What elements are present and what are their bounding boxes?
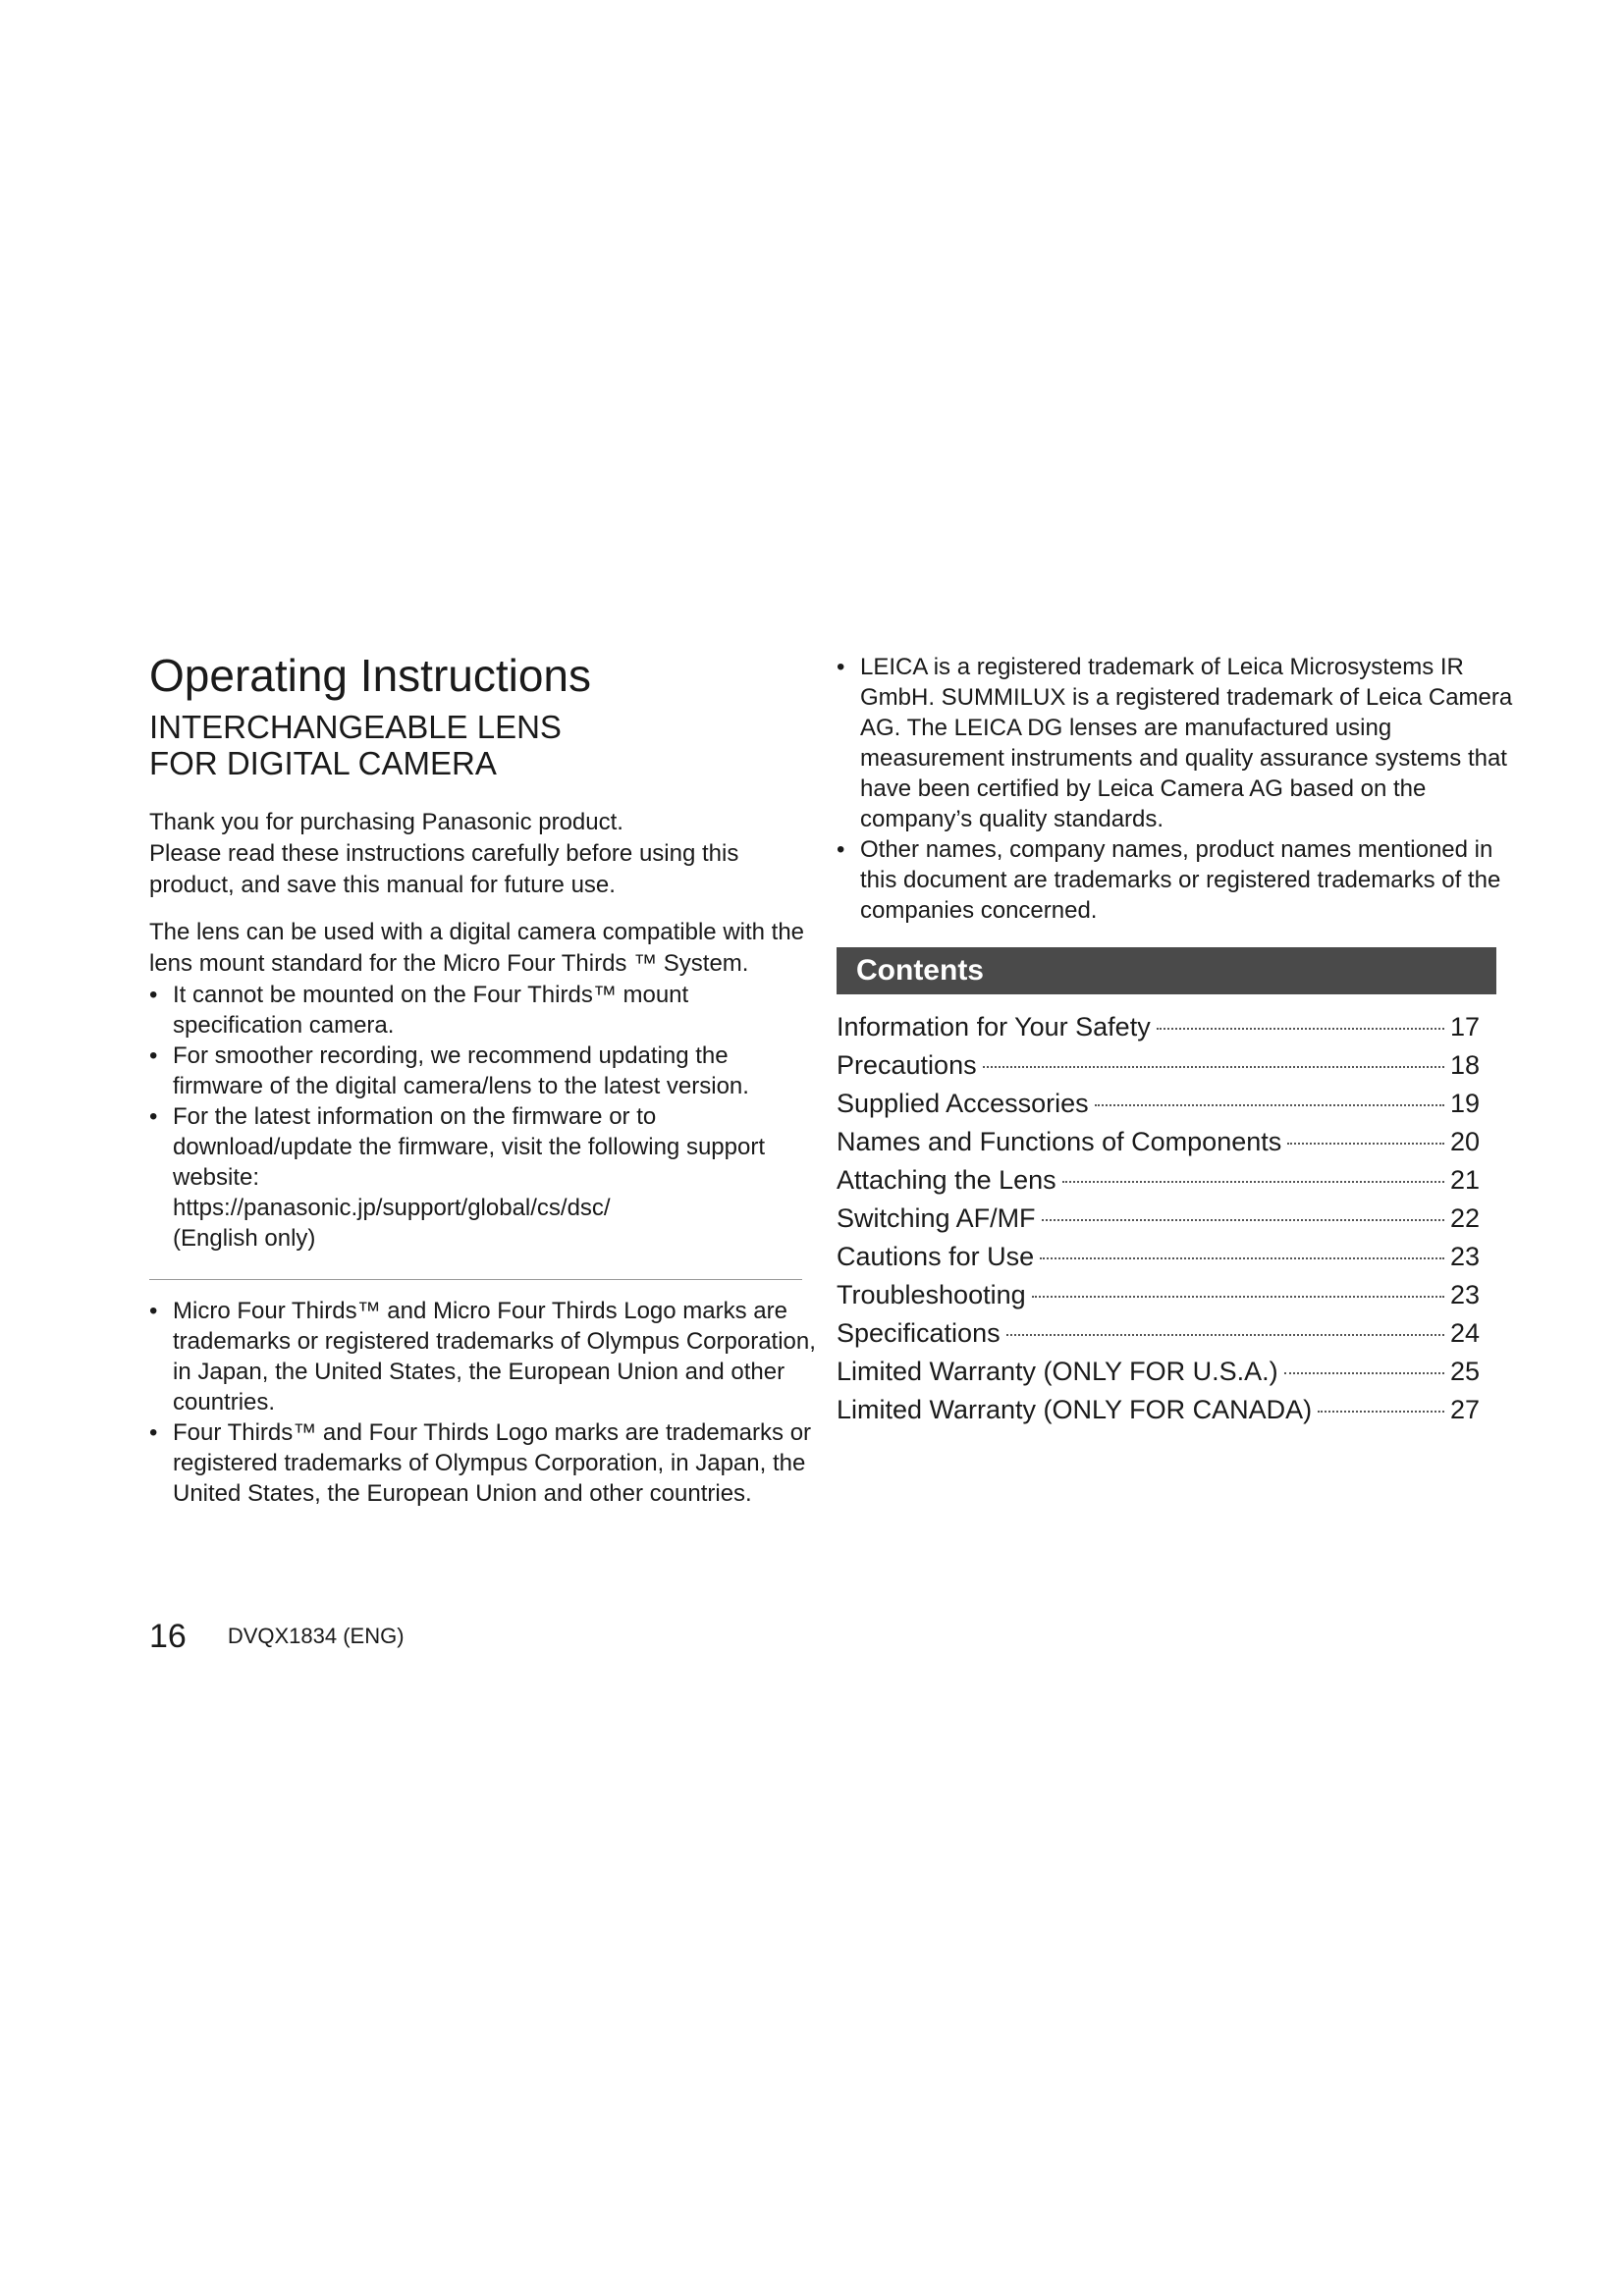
toc-page: 20: [1449, 1127, 1480, 1156]
toc-leader: [1287, 1143, 1444, 1145]
trademark-item: • Other names, company names, product names mentioned in this document are trademarks or registered trademarks of the companies concerned.: [837, 834, 1514, 926]
intro-paragraph: [149, 807, 817, 901]
toc-page: 24: [1449, 1318, 1480, 1348]
toc-entry[interactable]: [837, 1238, 1480, 1276]
toc-entry[interactable]: [837, 1391, 1480, 1429]
toc-title: Limited Warranty (ONLY FOR U.S.A.): [837, 1357, 1278, 1386]
note-item: • It cannot be mounted on the Four Thirds™ mount specification camera.: [149, 980, 817, 1041]
toc-page: 22: [1449, 1203, 1480, 1233]
trademark-item: • Micro Four Thirds™ and Micro Four Thirds Logo marks are trademarks or registered trademarks of Olympus Corporation, in Japan, the United States, the European Union and other countries.: [149, 1296, 817, 1417]
page-title: Operating Instructions: [149, 650, 592, 701]
toc-entry[interactable]: [837, 1353, 1480, 1391]
toc-title: Information for Your Safety: [837, 1012, 1151, 1041]
toc-page: 25: [1449, 1357, 1480, 1386]
toc-page: 23: [1449, 1242, 1480, 1271]
toc-leader: [1006, 1334, 1444, 1336]
toc-page: 21: [1449, 1165, 1480, 1195]
toc-leader: [1062, 1181, 1444, 1183]
note-text: For the latest information on the firmware or to download/update the firmware, visit the following support website:: [173, 1103, 765, 1191]
toc-entry[interactable]: [837, 1276, 1480, 1314]
toc-title: Cautions for Use: [837, 1242, 1035, 1271]
toc-title: Troubleshooting: [837, 1280, 1026, 1309]
toc-entry[interactable]: [837, 1161, 1480, 1200]
toc-entry[interactable]: [837, 1314, 1480, 1353]
toc-leader: [1042, 1219, 1444, 1221]
toc-leader: [1040, 1257, 1444, 1259]
support-url[interactable]: https://panasonic.jp/support/global/cs/dsc/: [173, 1195, 611, 1221]
document-code: DVQX1834 (ENG): [227, 1624, 405, 1648]
right-column: [837, 652, 1514, 1429]
toc-leader: [1032, 1296, 1444, 1298]
contents-heading: Contents: [837, 947, 1496, 994]
toc-leader: [983, 1066, 1444, 1068]
read-instructions-line: Please read these instructions carefully before using this product, and save this manual for future use.: [149, 840, 739, 898]
note-item: [149, 1101, 817, 1254]
note-item: • For smoother recording, we recommend updating the firmware of the digital camera/lens to the latest version.: [149, 1041, 817, 1101]
toc-page: 27: [1449, 1395, 1480, 1424]
toc-leader: [1157, 1028, 1444, 1030]
toc-title: Attaching the Lens: [837, 1165, 1056, 1195]
toc-title: Specifications: [837, 1318, 1001, 1348]
toc-entry[interactable]: [837, 1085, 1480, 1123]
toc-page: 18: [1449, 1050, 1480, 1080]
notes-list: [149, 980, 817, 1254]
toc-entry[interactable]: [837, 1123, 1480, 1161]
subtitle-line-1: INTERCHANGEABLE LENS: [149, 709, 562, 745]
toc-entry[interactable]: [837, 1046, 1480, 1085]
trademark-list-right: [837, 652, 1514, 926]
table-of-contents: [837, 1008, 1480, 1429]
trademark-item: • LEICA is a registered trademark of Leica Microsystems IR GmbH. SUMMILUX is a registered trademark of Leica Camera AG. The LEICA DG lenses are manufactured using measurement instruments and quality assurance systems that have been certified by Leica Camera AG based on the company’s quality standards.: [837, 652, 1514, 834]
page-number: 16: [149, 1618, 187, 1655]
toc-title: Supplied Accessories: [837, 1089, 1089, 1118]
compatibility-paragraph: The lens can be used with a digital camera compatible with the lens mount standard for the Micro Four Thirds ™ System.: [149, 919, 805, 977]
toc-title: Precautions: [837, 1050, 977, 1080]
toc-title: Names and Functions of Components: [837, 1127, 1282, 1156]
toc-entry[interactable]: [837, 1200, 1480, 1238]
toc-title: Limited Warranty (ONLY FOR CANADA): [837, 1395, 1313, 1424]
toc-title: Switching AF/MF: [837, 1203, 1036, 1233]
trademark-item: • Four Thirds™ and Four Thirds Logo marks are trademarks or registered trademarks of Olympus Corporation, in Japan, the United States, the European Union and other countries.: [149, 1417, 817, 1509]
left-column: [149, 648, 817, 1509]
toc-leader: [1095, 1104, 1444, 1106]
toc-entry[interactable]: [837, 1008, 1480, 1046]
divider: [149, 1279, 802, 1280]
support-language: (English only): [173, 1225, 316, 1252]
page-footer: [149, 1618, 405, 1656]
toc-page: 17: [1449, 1012, 1480, 1041]
subtitle-line-2: FOR DIGITAL CAMERA: [149, 745, 497, 781]
toc-page: 23: [1449, 1280, 1480, 1309]
toc-page: 19: [1449, 1089, 1480, 1118]
trademark-list-left: [149, 1296, 817, 1509]
toc-leader: [1284, 1372, 1444, 1374]
subtitle: [149, 709, 817, 781]
toc-leader: [1318, 1411, 1444, 1413]
thanks-line: Thank you for purchasing Panasonic product.: [149, 809, 623, 835]
